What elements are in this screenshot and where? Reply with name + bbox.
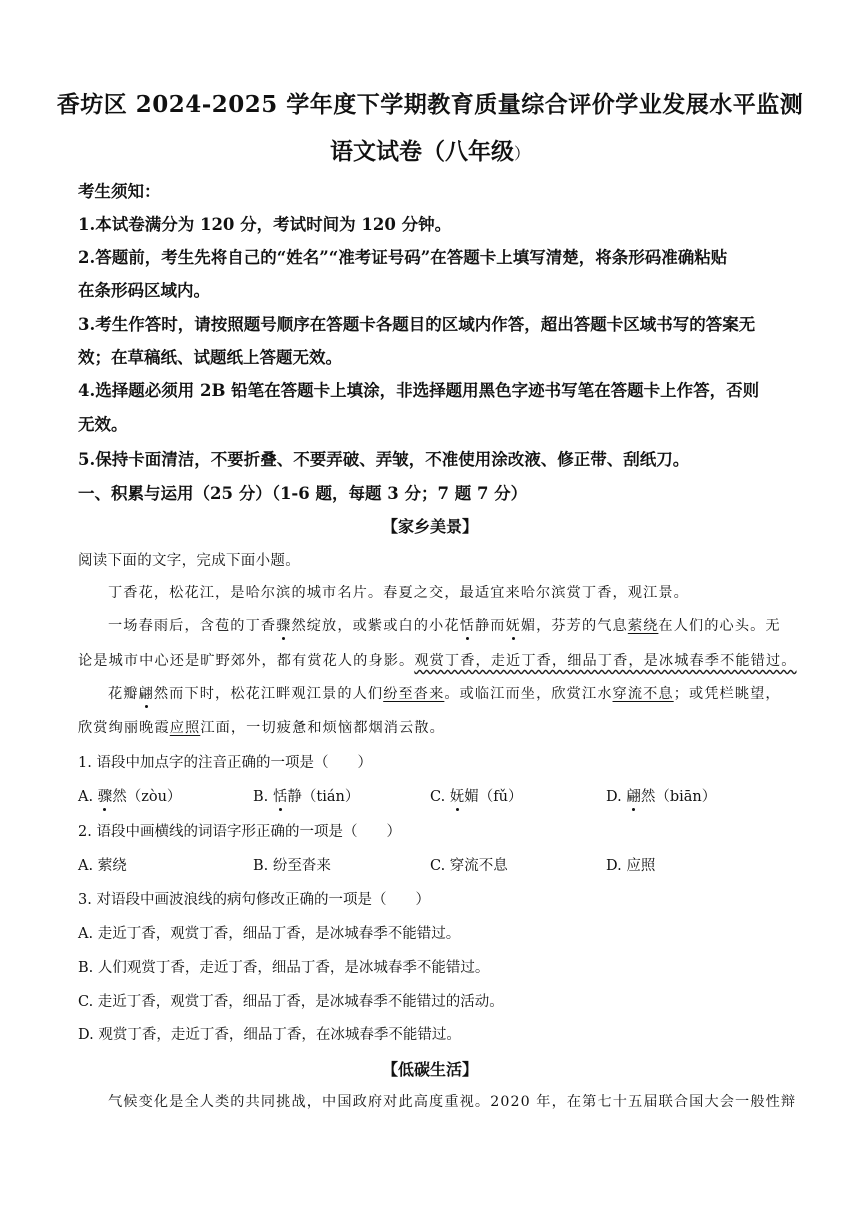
dotted-char: 骤 <box>98 785 113 806</box>
option-text: 然（biān） <box>640 789 717 805</box>
passage-paragraph-2-line-2 <box>78 650 797 670</box>
wavy-underlined-sentence: 观赏丁香，走近丁香，细品丁香，是冰城春季不能错过。 <box>414 653 797 669</box>
option-label: A. <box>78 789 98 805</box>
exam-subtitle-text: 语文试卷（八年级 <box>329 138 514 165</box>
question-3-stem: 3. 对语段中画波浪线的病句修改正确的一项是（ ） <box>78 892 430 908</box>
notice-item-3a: 3.考生作答时，请按照题号顺序在答题卡各题目的区域内作答，超出答题卡区域书写的答案无 <box>78 315 756 334</box>
option-text: 静（tián） <box>287 789 360 805</box>
dotted-char: 妩 <box>450 785 465 806</box>
text-run: 然绽放，或紫或白的小花 <box>291 618 460 634</box>
question-3-option-b[interactable]: B. 人们观赏丁香，走近丁香，细品丁香，是冰城春季不能错过。 <box>78 960 490 976</box>
underlined-word: 纷至沓来 <box>383 686 445 702</box>
dotted-char: 翩 <box>626 785 641 806</box>
notice-item-4a: 4.选择题必须用 2B 铅笔在答题卡上填涂，非选择题用黑色字迹书写笔在答题卡上作答，否则 <box>78 381 760 400</box>
option-label: D. <box>606 789 627 805</box>
text-run: 欣赏绚丽晚霞 <box>78 720 170 736</box>
text-run: 然而下时，松花江畔观江景的人们 <box>153 686 384 702</box>
question-1-option-a[interactable] <box>78 785 181 806</box>
notice-item-2a: 2.答题前，考生先将自己的“姓名”“准考证号码”在答题卡上填写清楚，将条形码准确粘贴 <box>78 248 728 267</box>
text-run: 。或临江而坐，欣赏江水 <box>444 686 613 702</box>
question-1-option-d[interactable] <box>606 785 716 806</box>
passage-paragraph-3-line-1 <box>108 683 784 703</box>
notice-heading: 考生须知： <box>78 182 161 201</box>
passage-paragraph-3-line-2 <box>78 717 784 737</box>
notice-item-2b: 在条形码区域内。 <box>78 281 210 300</box>
underlined-word: 应照 <box>169 720 201 736</box>
text-run: 花瓣 <box>108 686 139 702</box>
passage-paragraph-1: 丁香花，松花江，是哈尔滨的城市名片。春夏之交，最适宜来哈尔滨赏丁香，观江景。 <box>108 585 689 601</box>
question-2-option-b[interactable]: B. 纷至沓来 <box>253 858 331 874</box>
notice-item-1: 1.本试卷满分为 120 分，考试时间为 120 分钟。 <box>78 215 452 234</box>
exam-subtitle <box>0 133 860 166</box>
underlined-word: 萦绕 <box>627 618 659 634</box>
text-run: 江面，一切疲惫和烦恼都烟消云散。 <box>200 720 445 736</box>
question-2-option-a[interactable]: A. 萦绕 <box>78 858 127 874</box>
low-carbon-paragraph-1: 气候变化是全人类的共同挑战，中国政府对此高度重视。2020 年，在第七十五届联合国大会一般性辩 <box>108 1094 797 1110</box>
dotted-char: 翩 <box>139 683 154 703</box>
text-run: 媚，芬芳的气息 <box>520 618 628 634</box>
option-text: 媚（fǔ） <box>464 789 523 805</box>
subsection-low-carbon: 【低碳生活】 <box>381 1060 478 1079</box>
subsection-hometown: 【家乡美景】 <box>381 517 478 536</box>
section-1-heading: 一、积累与运用（25 分）（1-6 题，每题 3 分；7 题 7 分） <box>78 484 528 503</box>
text-run: ；或凭栏眺望， <box>673 686 781 702</box>
exam-subtitle-close: ） <box>513 144 530 163</box>
reading-instruction: 阅读下面的文字，完成下面小题。 <box>78 553 300 569</box>
dotted-char: 骤 <box>276 615 291 635</box>
option-label: B. <box>253 789 273 805</box>
notice-item-3b: 效；在草稿纸、试题纸上答题无效。 <box>78 348 342 367</box>
option-label: C. <box>430 789 450 805</box>
text-run: 论是城市中心还是旷野郊外，都有赏花人的身影。 <box>78 653 415 669</box>
option-text: 然（zòu） <box>112 789 182 805</box>
question-2-option-d[interactable]: D. 应照 <box>606 858 656 874</box>
notice-item-5: 5.保持卡面清洁，不要折叠、不要弄破、弄皱，不准使用涂改液、修正带、刮纸刀。 <box>78 450 690 469</box>
underlined-word: 穿流不息 <box>612 686 674 702</box>
dotted-char: 恬 <box>273 785 288 806</box>
dotted-char: 妩 <box>506 615 521 635</box>
exam-title: 香坊区 2024-2025 学年度下学期教育质量综合评价学业发展水平监测 <box>56 91 804 118</box>
dotted-char: 恬 <box>460 615 475 635</box>
notice-item-4b: 无效。 <box>78 415 128 434</box>
question-1-stem: 1. 语段中加点字的注音正确的一项是（ ） <box>78 755 372 771</box>
question-2-stem: 2. 语段中画横线的词语字形正确的一项是（ ） <box>78 824 401 840</box>
question-1-option-c[interactable] <box>430 785 523 806</box>
question-3-option-d[interactable]: D. 观赏丁香，走近丁香，细品丁香，在冰城春季不能错过。 <box>78 1027 461 1043</box>
text-run: 静而 <box>474 618 506 634</box>
question-3-option-a[interactable]: A. 走近丁香，观赏丁香，细品丁香，是冰城春季不能错过。 <box>78 926 461 942</box>
text-run: 在人们的心头。无 <box>658 618 781 634</box>
passage-paragraph-2-line-1 <box>108 615 784 635</box>
question-3-option-c[interactable]: C. 走近丁香，观赏丁香，细品丁香，是冰城春季不能错过的活动。 <box>78 994 504 1010</box>
question-1-option-b[interactable] <box>253 785 359 806</box>
question-2-option-c[interactable]: C. 穿流不息 <box>430 858 508 874</box>
text-run: 一场春雨后，含苞的丁香 <box>108 618 277 634</box>
